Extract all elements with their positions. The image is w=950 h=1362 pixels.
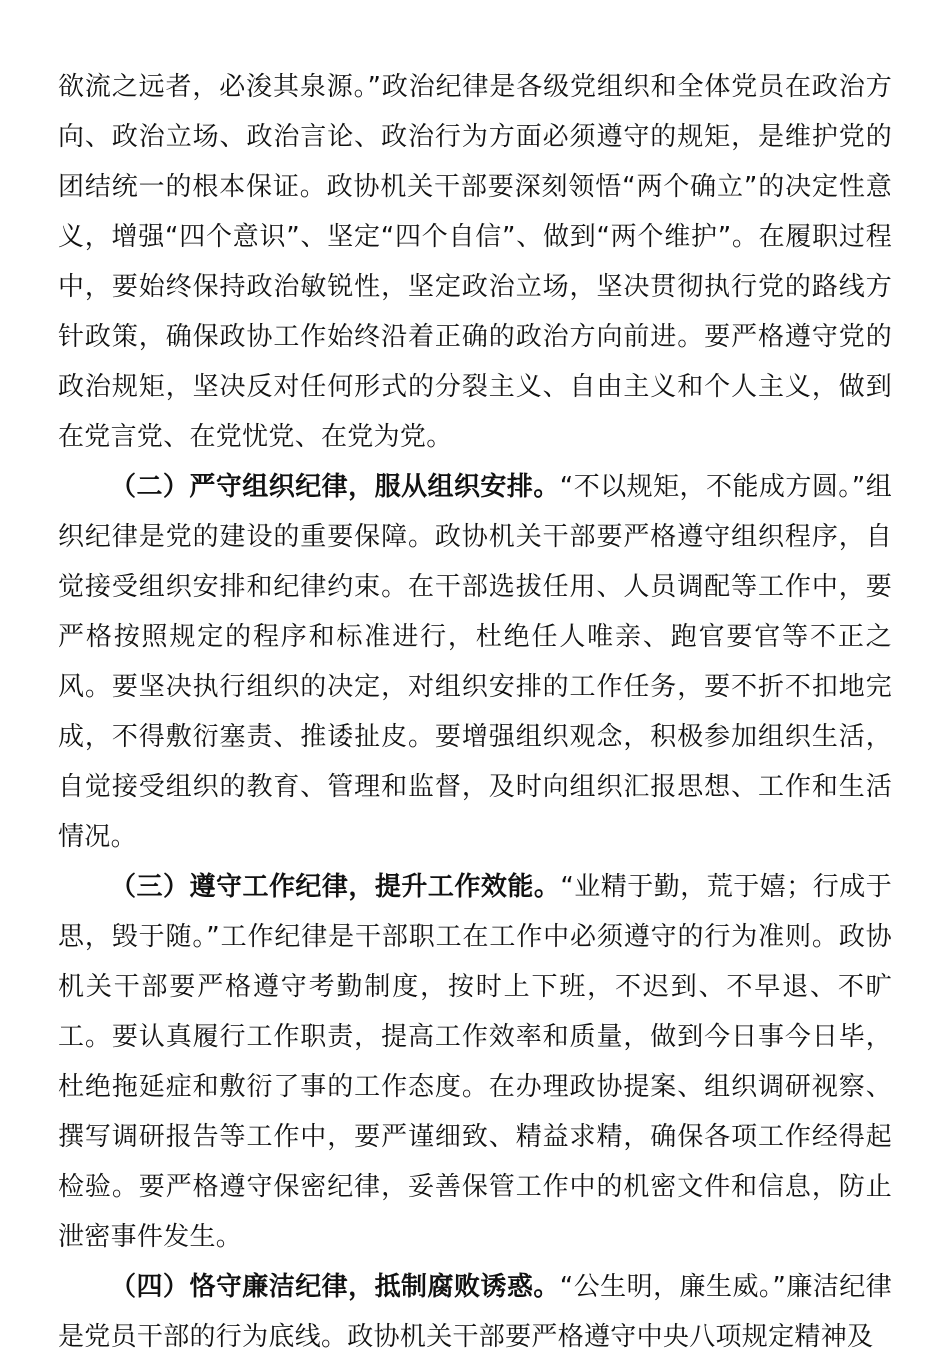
paragraph-integrity-discipline [58,1262,892,1362]
paragraph-body: 欲流之远者，必浚其泉源。”政治纪律是各级党组织和全体党员在政治方向、政治立场、政治言论、政治行为方面必须遵守的规矩，是维护党的团结统一的根本保证。政协机关干部要深刻领悟“两个确立”的决定性意义，增强“四个意识”、坚定“四个自信”、做到“两个维护”。在履职过程中，要始终保持政治敏锐性，坚定政治立场，坚决贯彻执行党的路线方针政策，确保政协工作始终沿着正确的政治方向前进。要严格遵守党的政治规矩，坚决反对任何形式的分裂主义、自由主义和个人主义，做到在党言党、在党忧党、在党为党。 [58,72,892,452]
paragraph-organizational-discipline [58,462,892,862]
paragraph-body: “不以规矩，不能成方圆。”组织纪律是党的建设的重要保障。政协机关干部要严格遵守组织程序，自觉接受组织安排和纪律约束。在干部选拔任用、人员调配等工作中，要严格按照规定的程序和标准进行，杜绝任人唯亲、跑官要官等不正之风。要坚决执行组织的决定，对组织安排的工作任务，要不折不扣地完成，不得敷衍塞责、推诿扯皮。要增强组织观念，积极参加组织生活，自觉接受组织的教育、管理和监督，及时向组织汇报思想、工作和生活情况。 [58,472,892,852]
paragraph-political-discipline [58,62,892,462]
paragraph-work-discipline [58,862,892,1262]
section-heading: （四）恪守廉洁纪律，抵制腐败诱惑。 [110,1272,560,1302]
paragraph-body: “业精于勤，荒于嬉；行成于思，毁于随。”工作纪律是干部职工在工作中必须遵守的行为准则。政协机关干部要严格遵守考勤制度，按时上下班，不迟到、不早退、不旷工。要认真履行工作职责，提高工作效率和质量，做到今日事今日毕，杜绝拖延症和敷衍了事的工作态度。在办理政协提案、组织调研视察、撰写调研报告等工作中，要严谨细致、精益求精，确保各项工作经得起检验。要严格遵守保密纪律，妥善保管工作中的机密文件和信息，防止泄密事件发生。 [58,872,892,1252]
paragraph-body: “公生明，廉生威。”廉洁纪律是党员干部的行为底线。政协机关干部要严格遵守中央八项规定精神及 [58,1272,892,1352]
section-heading: （三）遵守工作纪律，提升工作效能。 [110,872,561,902]
section-heading: （二）严守组织纪律，服从组织安排。 [110,472,560,502]
document-page [58,62,892,1362]
